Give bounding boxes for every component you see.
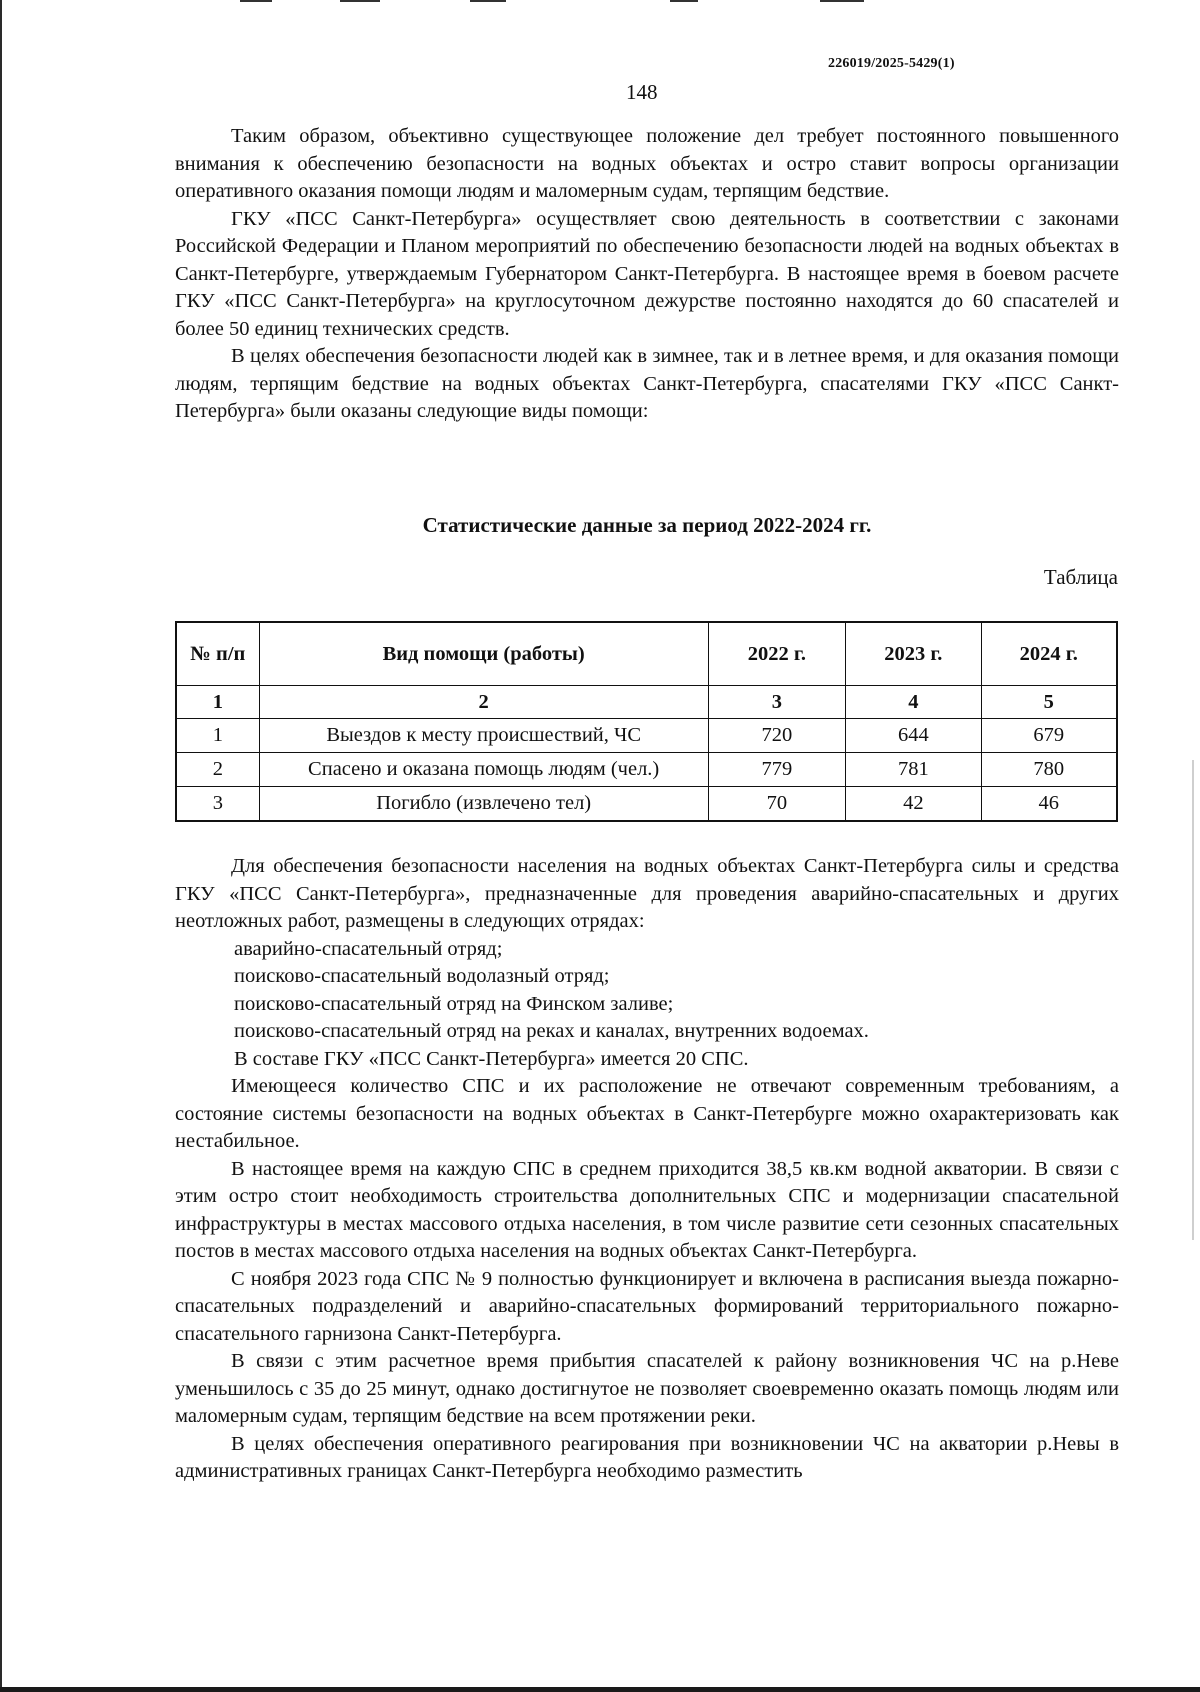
- body-paragraph: В связи с этим расчетное время прибытия спасателей к району возникновения ЧС на р.Неве уменьшилось с 35 до 25 минут, однако достигнутое не позволяет своевременно оказать помощь людям или маломерным судам, терпящим бедствие на всем протяжении реки.: [175, 1350, 1119, 1427]
- forces-paragraph: Для обеспечения безопасности населения на водных объектах Санкт-Петербурга силы и средства ГКУ «ПСС Санкт-Петербурга», предназначенные для проведения аварийно-спасательных и других неотложных работ, размещены в следующих отрядах:: [175, 855, 1119, 932]
- body-paragraph: С ноября 2023 года СПС № 9 полностью функционирует и включена в расписания выезда пожарно-спасательных подразделений и аварийно-спасательных формирований территориального пожарно-спасательного гарнизона Санкт-Петербурга.: [175, 1267, 1119, 1345]
- header-number: № п/п: [176, 622, 259, 686]
- unit-item: поисково-спасательный отряд на Финском заливе;: [234, 992, 674, 1015]
- row-number: 1: [176, 719, 259, 753]
- column-number: 3: [708, 686, 845, 719]
- row-value-2023: 781: [846, 753, 981, 787]
- page-number: 148: [626, 80, 658, 104]
- row-value-2023: 644: [846, 719, 981, 753]
- row-number: 3: [176, 787, 259, 822]
- row-type: Спасено и оказана помощь людям (чел.): [259, 753, 708, 787]
- unit-item: аварийно-спасательный отряд;: [234, 937, 503, 960]
- scan-edge-left: [0, 0, 2, 1692]
- row-number: 2: [176, 753, 259, 787]
- unit-item: поисково-спасательный водолазный отряд;: [234, 965, 610, 987]
- row-value-2024: 679: [981, 719, 1117, 753]
- row-value-2022: 70: [708, 787, 845, 822]
- intro-paragraph: ГКУ «ПСС Санкт-Петербурга» осуществляет свою деятельность в соответствии с законами Российской Федерации и Планом мероприятий по обеспечению безопасности людей на водных объектах в Санкт-Петербурге, утверждаемым Губернатором Санкт-Петербурга. В настоящее время в боевом расчете ГКУ «ПСС Санкт-Петербурга» на круглосуточном дежурстве постоянно находятся до 60 спасателей и более 50 единиц технических средств.: [175, 207, 1119, 340]
- column-number: 1: [176, 686, 259, 719]
- stats-title: Статистические данные за период 2022-2024 гг.: [422, 513, 872, 537]
- body-paragraph: В целях обеспечения оперативного реагирования при возникновении ЧС на акватории р.Невы в административных границах Санкт-Петербурга необходимо разместить: [175, 1432, 1119, 1482]
- body-paragraph: Имеющееся количество СПС и их расположение не отвечают современным требованиям, а состояние системы безопасности на водных объектах в Санкт-Петербурге можно охарактеризовать как нестабильное.: [175, 1075, 1119, 1152]
- intro-section: [175, 123, 1119, 426]
- stats-table: [175, 621, 1118, 822]
- header-2022: 2022 г.: [708, 622, 845, 686]
- row-value-2023: 42: [846, 787, 981, 822]
- row-type: Погибло (извлечено тел): [259, 787, 708, 822]
- header-2023: 2023 г.: [846, 622, 981, 686]
- row-value-2024: 780: [981, 753, 1117, 787]
- row-value-2022: 720: [708, 719, 845, 753]
- row-value-2024: 46: [981, 787, 1117, 822]
- intro-paragraph: Таким образом, объективно существующее положение дел требует постоянного повышенного внимания к обеспечению безопасности на водных объектах и остро ставит вопросы организации оперативного оказания помощи людям и маломерным судам, терпящим бедствие.: [175, 125, 1119, 202]
- row-type: Выездов к месту происшествий, ЧС: [259, 719, 708, 753]
- header-2024: 2024 г.: [981, 622, 1117, 686]
- column-number: 4: [846, 686, 981, 719]
- body-paragraph: В настоящее время на каждую СПС в среднем приходится 38,5 кв.км водной акватории. В связи с этим остро стоит необходимость строительства дополнительных СПС и модернизации спасательной инфраструктуры в местах массового отдыха населения, в том числе развитие сети сезонных спасательных постов в местах массового отдыха населения на водных объектах Санкт-Петербурга.: [175, 1157, 1119, 1262]
- table-row: [176, 753, 1117, 787]
- document-id: 226019/2025-5429(1): [828, 56, 955, 71]
- table-label: Таблица: [1043, 565, 1118, 589]
- table-row: [176, 787, 1117, 822]
- column-number: 5: [981, 686, 1117, 719]
- scan-edge-right: [1192, 760, 1194, 1240]
- intro-paragraph: В целях обеспечения безопасности людей как в зимнее, так и в летнее время, и для оказания помощи людям, терпящим бедствие на водных объектах Санкт-Петербурга, спасателями ГКУ «ПСС Санкт-Петербурга» были оказаны следующие виды помощи:: [175, 345, 1119, 422]
- body-section: [175, 853, 1119, 1486]
- header-type: Вид помощи (работы): [259, 622, 708, 686]
- table-header-row: [176, 622, 1117, 686]
- sps-count: В составе ГКУ «ПСС Санкт-Петербурга» имеется 20 СПС.: [234, 1047, 749, 1070]
- unit-item: поисково-спасательный отряд на реках и каналах, внутренних водоемах.: [234, 1020, 869, 1042]
- row-value-2022: 779: [708, 753, 845, 787]
- table-row: [176, 719, 1117, 753]
- column-number-row: [176, 686, 1117, 719]
- scan-edge-bottom: [0, 1687, 1200, 1692]
- top-scan-marks: [240, 0, 920, 3]
- column-number: 2: [259, 686, 708, 719]
